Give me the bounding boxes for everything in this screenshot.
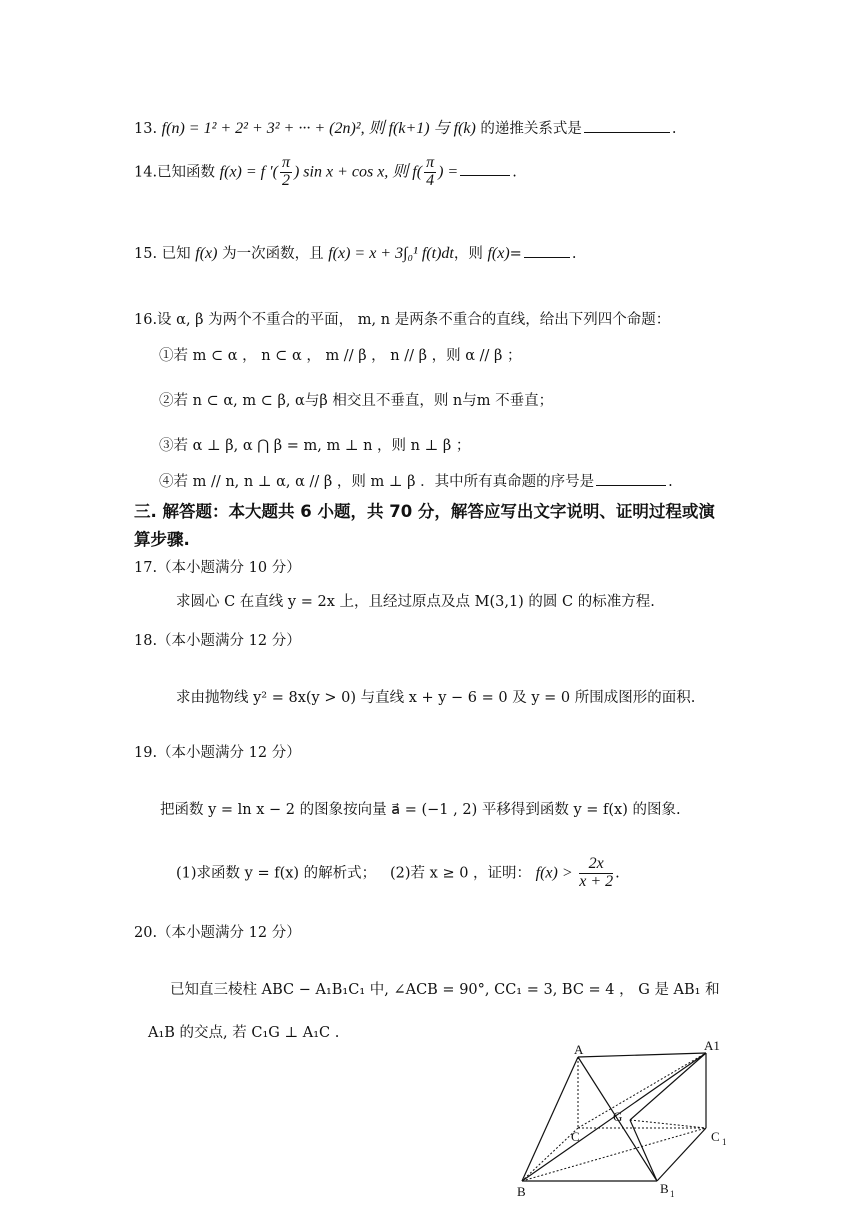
q14-fraction-pi-4: $\frac{\pi}{4}$ bbox=[426, 154, 435, 189]
edge-A-A1 bbox=[578, 1053, 706, 1057]
question-13: 13. f(n) = 1² + 2² + 3² + ··· + (2n)², 则 f(k+1) 与 f(k) 的递推关系式是 . bbox=[134, 120, 677, 137]
q19-part-1: (1)求函数 y = f(x) 的解析式； bbox=[176, 865, 377, 882]
hidden-edge-C-A1 bbox=[578, 1053, 706, 1128]
label-B1: B bbox=[660, 1181, 669, 1196]
q19-fraction: $\frac{2x}{x + 2}$ bbox=[579, 855, 614, 890]
question-15: 15. 已知 f(x) 为一次函数，且 f(x) = x + 3∫₀¹ f(t)dt，则 f(x)= . bbox=[134, 245, 577, 262]
hidden-edge-B-C1 bbox=[522, 1128, 706, 1181]
label-B1-subscript: 1 bbox=[670, 1189, 675, 1199]
q15-formula: f(x) = x + 3∫₀¹ f(t)dt bbox=[328, 245, 454, 262]
q20-line-2: A₁B 的交点, 若 C₁G ⊥ A₁C . bbox=[148, 1025, 340, 1041]
q14-fraction-pi-2: $\frac{\pi}{2}$ bbox=[281, 154, 290, 189]
q16-item-4: ④若 m // n, n ⊥ α, α // β ，则 m ⊥ β ．其中所有真命题的序号是 . bbox=[159, 471, 673, 491]
q20-line-1: 已知直三棱柱 ABC − A₁B₁C₁ 中, ∠ACB = 90°, CC₁ = 3, BC = 4 ， G 是 AB₁ 和 bbox=[170, 982, 720, 998]
question-14: 14.已知函数 f(x) = f ′( $\frac{\pi}{2}$ ) sin x + cos x, 则 f( $\frac{\pi}{4}$ ) = . bbox=[134, 154, 517, 189]
q13-formula: f(n) = 1² + 2² + 3² + ··· + (2n)², 则 f(k+1) 与 f(k) bbox=[161, 120, 476, 137]
label-C1-subscript: 1 bbox=[722, 1137, 727, 1147]
label-G: G bbox=[613, 1109, 623, 1124]
q18-header: 18.（本小题满分 12 分） bbox=[134, 633, 301, 649]
q19-parts: (1)求函数 y = f(x) 的解析式； (2)若 x ≥ 0 ，证明： f(x) > $\frac{2x}{x + 2}$ . bbox=[176, 855, 620, 890]
section-3-title-cont: 算步骤. bbox=[134, 530, 190, 549]
q15-answer-blank bbox=[524, 243, 570, 258]
q20-header: 20.（本小题满分 12 分） bbox=[134, 925, 301, 941]
edge-C1-B1 bbox=[657, 1128, 706, 1181]
q16-item-2: ②若 n ⊂ α, m ⊂ β, α与β 相交且不垂直，则 n与m 不垂直； bbox=[159, 393, 554, 409]
edge-A-B1 bbox=[578, 1057, 657, 1181]
edge-A1-G bbox=[630, 1053, 706, 1120]
label-A: A bbox=[574, 1042, 584, 1057]
hidden-edge-G-C1 bbox=[630, 1120, 706, 1128]
label-C: C bbox=[571, 1129, 580, 1144]
q14-answer-blank bbox=[460, 161, 510, 176]
edge-A1-B bbox=[522, 1053, 706, 1181]
q16-item-3: ③若 α ⊥ β, α ⋂ β = m, m ⊥ n ，则 n ⊥ β ； bbox=[159, 438, 471, 454]
edge-A-B bbox=[522, 1057, 578, 1181]
q19-header: 19.（本小题满分 12 分） bbox=[134, 745, 301, 761]
label-A1: A1 bbox=[704, 1038, 720, 1053]
q16-answer-blank bbox=[596, 471, 666, 486]
q19-body: 把函数 y = ln x − 2 的图象按向量 a⃗ = (−1 , 2) 平移得到函数 y = f(x) 的图象. bbox=[160, 802, 681, 818]
section-3-title: 三. 解答题：本大题共 6 小题，共 70 分，解答应写出文字说明、证明过程或演 bbox=[134, 502, 715, 521]
q13-number: 13. bbox=[134, 121, 158, 137]
label-C1: C bbox=[711, 1129, 720, 1144]
q18-body: 求由抛物线 y² = 8x(y > 0) 与直线 x + y − 6 = 0 及 y = 0 所围成图形的面积. bbox=[176, 690, 696, 706]
q19-part-2: (2)若 x ≥ 0 ，证明： bbox=[390, 865, 532, 882]
q13-text: 的递推关系式是 bbox=[480, 121, 582, 137]
question-16-stem: 16.设 α, β 为两个不重合的平面， m, n 是两条不重合的直线，给出下列四个命题： bbox=[134, 312, 671, 328]
q13-answer-blank bbox=[584, 118, 670, 133]
edge-G-B1 bbox=[630, 1120, 657, 1181]
q17-body: 求圆心 C 在直线 y = 2x 上，且经过原点及点 M(3,1) 的圆 C 的标准方程. bbox=[176, 594, 655, 610]
q16-item-1: ①若 m ⊂ α ， n ⊂ α ， m // β ， n // β ，则 α // β ； bbox=[159, 348, 522, 364]
label-B: B bbox=[517, 1184, 526, 1199]
hidden-edge-C-B bbox=[522, 1128, 578, 1181]
q14-prefix: 14.已知函数 bbox=[134, 164, 216, 181]
q17-header: 17.（本小题满分 10 分） bbox=[134, 560, 301, 576]
